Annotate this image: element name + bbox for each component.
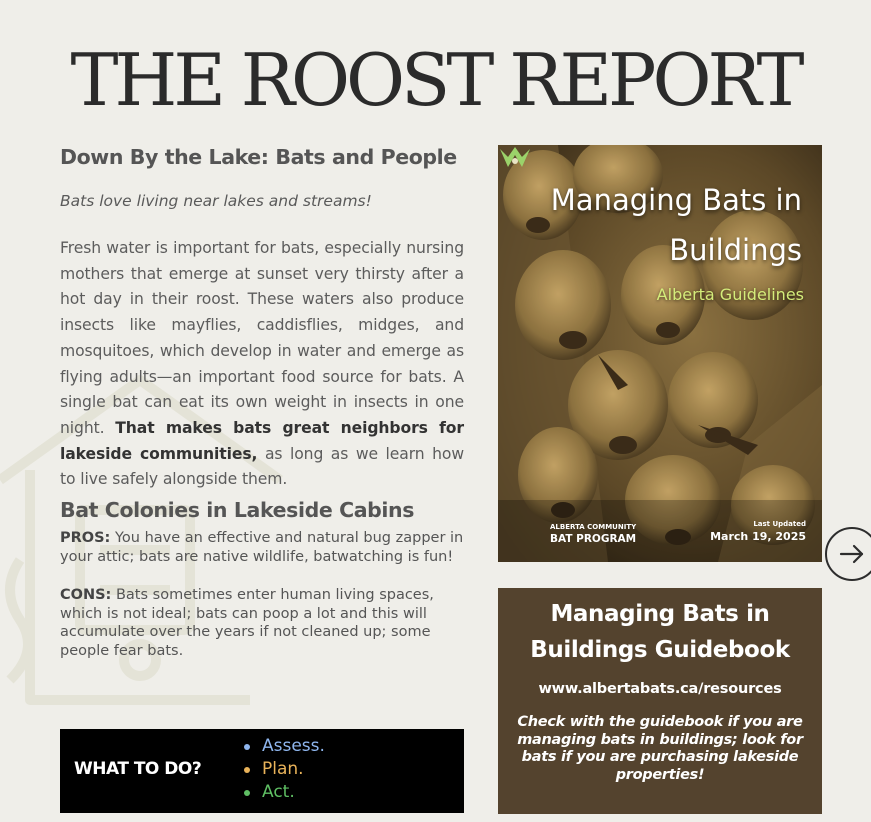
cover-title-line1: Managing Bats in <box>550 183 802 217</box>
cons-paragraph <box>60 586 464 660</box>
cover-org-line1: ALBERTA COMMUNITY <box>550 523 637 531</box>
lake-body-end: as long as we learn how to live safely alongside them. <box>60 444 464 489</box>
pros-label: PROS: <box>60 530 111 547</box>
guidebook-title <box>498 596 822 668</box>
guidebook-note: Check with the guidebook if you are managing bats in buildings; look for bats if you are purchasing lakeside properties! <box>517 714 803 783</box>
todo-item-assess: Assess. <box>244 735 325 758</box>
guidebook-info-box <box>498 588 822 814</box>
what-to-do-label: WHAT TO DO? <box>74 759 202 779</box>
pros-paragraph <box>60 529 464 566</box>
lake-section-subtitle: Bats love living near lakes and streams! <box>60 192 372 210</box>
bat-program-logo-icon <box>498 145 532 171</box>
pros-text: You have an effective and natural bug zapper in your attic; bats are native wildlife, batwatching is fun! <box>60 530 464 565</box>
page-title: THE ROOST REPORT <box>70 38 801 122</box>
cover-organization <box>550 521 636 545</box>
lake-section-body <box>60 236 464 493</box>
guidebook-url-link[interactable]: www.albertabats.ca/resources <box>538 681 782 697</box>
lake-body-text: Fresh water is important for bats, especially nursing mothers that emerge at sunset very thirsty after a hot day in their roost. These waters also produce insects like mayflies, caddisflies, midges, and mosquitoes, which develop in water and emerge as flying adults—an important food source for bats. A single bat can eat its own weight in insects in one night. <box>60 239 464 437</box>
arrow-right-icon <box>838 540 866 568</box>
cover-updated-date: March 19, 2025 <box>710 530 806 543</box>
cover-updated <box>710 519 806 545</box>
todo-item-plan: Plan. <box>244 758 325 781</box>
cover-subtitle: Alberta Guidelines <box>656 285 804 304</box>
cons-label: CONS: <box>60 587 112 604</box>
todo-item-act: Act. <box>244 781 325 804</box>
cover-title <box>502 175 802 275</box>
cons-text: Bats sometimes enter human living spaces, which is not ideal; bats can poop a lot and this will accumulate over the years if not cleaned up; some people fear bats. <box>60 587 434 659</box>
lake-section-heading: Down By the Lake: Bats and People <box>60 145 457 169</box>
lake-body-bold: That makes bats great neighbors for lakeside communities, <box>60 418 465 463</box>
next-page-button[interactable] <box>825 527 871 581</box>
guidebook-title-line2: Buildings Guidebook <box>530 637 790 663</box>
cabins-section-heading: Bat Colonies in Lakeside Cabins <box>60 498 415 523</box>
cover-updated-label: Last Updated <box>753 520 806 528</box>
guidebook-title-line1: Managing Bats in <box>550 601 770 627</box>
guidebook-cover-image[interactable] <box>498 145 822 562</box>
left-column <box>60 140 464 660</box>
cover-title-line2: Buildings <box>669 233 802 267</box>
what-to-do-list <box>244 735 325 804</box>
what-to-do-box <box>60 729 464 813</box>
cover-org-line2: BAT PROGRAM <box>550 533 637 545</box>
